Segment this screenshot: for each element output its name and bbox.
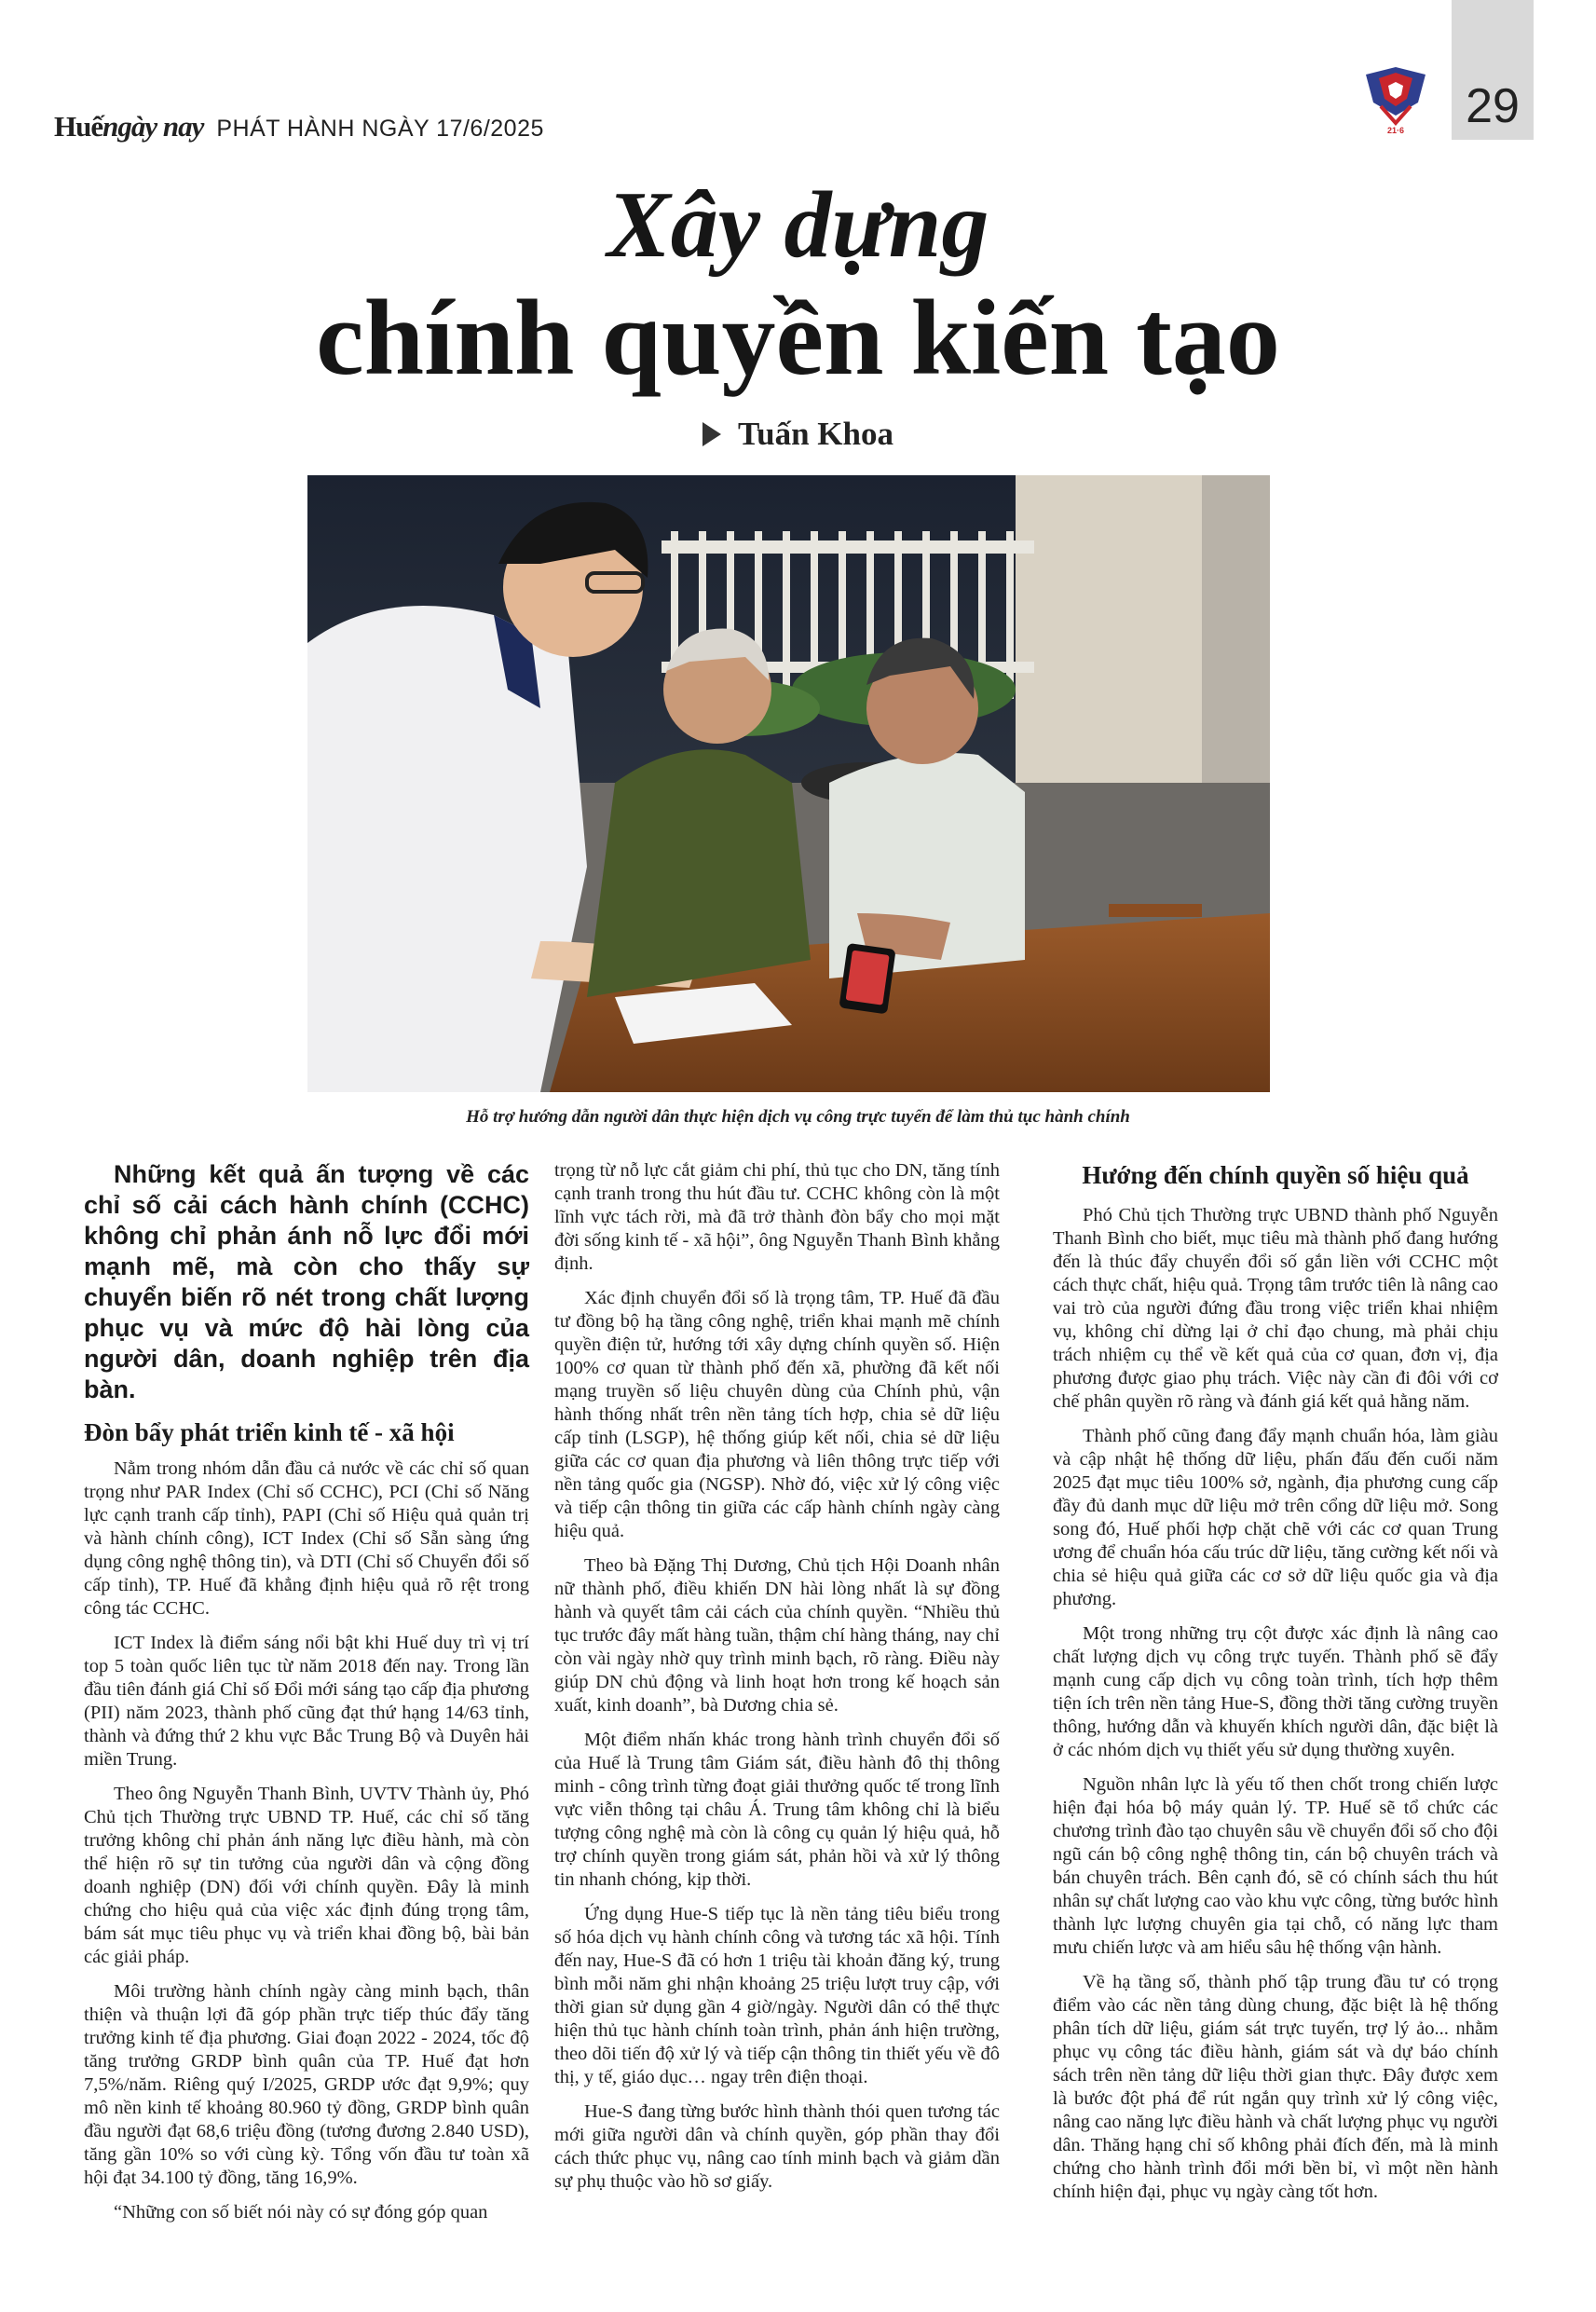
body-paragraph: Ứng dụng Hue-S tiếp tục là nền tảng tiêu biểu trong số hóa dịch vụ hành chính công và tương tác xã hội. Tính đến nay, Hue-S đã có hơn 1 triệu tài khoản đăng ký, trung bình mỗi năm ghi nhận khoảng 25 triệu lượt truy cập, với thời gian sử dụng gần 4 giờ/ngày. Người dân có thể thực hiện thủ tục hành chính toàn trình, phản ánh hiện trường, theo dõi tiến độ xử lý và tiếp cận thông tin thiết yếu về đô thị, y tế, giáo dục… ngay trên điện thoại. bbox=[554, 1904, 1000, 2087]
article-lead: Những kết quả ấn tượng về các chỉ số cải cách hành chính (CCHC) không chỉ phản ánh nỗ lực đổi mới mạnh mẽ, mà còn cho thấy sự chuyển biến rõ nét trong chất lượng phục vụ và mức độ hài lòng của người dân, doanh nghiệp trên địa bàn. bbox=[84, 1160, 529, 1403]
photo-illustration bbox=[307, 475, 1270, 1092]
body-paragraph: Nằm trong nhóm dẫn đầu cả nước về các chỉ số quan trọng như PAR Index (Chỉ số CCHC), PCI (Chỉ số Năng lực cạnh tranh cấp tỉnh), PAPI (Chỉ số Hiệu quả quản trị và hành chính công), ICT Index (Chỉ số Sẵn sàng ứng dụng công nghệ thông tin), và DTI (Chỉ số Chuyển đổi số cấp tỉnh), TP. Huế đã khẳng định hiệu quả rõ rệt trong công tác CCHC. bbox=[84, 1458, 529, 1619]
title-line-2: chính quyền kiến tạo bbox=[316, 279, 1280, 398]
body-paragraph: Xác định chuyển đổi số là trọng tâm, TP. Huế đã đầu tư đồng bộ hạ tầng công nghệ, triển khai mạnh mẽ chính quyền điện tử, hướng tới xây dựng chính quyền số. Hiện 100% cơ quan từ thành phố đến xã, phường đã kết nối mạng truyền số liệu chuyên dùng của Chính phủ, vận hành thống nhất trên nền tảng tích hợp, chia sẻ dữ liệu cấp tỉnh (LSGP), hệ thống giúp kết nối, chia sẻ dữ liệu giữa các cơ quan địa phương và liên thông trực tiếp với nền tảng quốc gia (NGSP). Nhờ đó, việc xử lý công việc và tiếp cận thông tin giữa các cấp hành chính ngày càng hiệu quả. bbox=[554, 1288, 1000, 1541]
body-paragraph: Về hạ tầng số, thành phố tập trung đầu tư có trọng điểm vào các nền tảng dùng chung, đặc biệt là hệ thống phân tích dữ liệu, giám sát trực tuyến, trợ lý ảo... nhằm phục vụ công tác điều hành, giám sát và dự báo chính sách trên nền tảng dữ liệu thời gian thực. Đây được xem là bước đột phá để rút ngắn quy trình xử lý công việc, nâng cao năng lực điều hành và chất lượng phục vụ người dân. Thăng hạng chỉ số không phải đích đến, mà là minh chứng cho hành trình đổi mới bền bỉ, vì một nền hành chính hiện đại, phục vụ ngày càng tốt hơn. bbox=[1053, 1972, 1498, 2202]
masthead bbox=[54, 110, 203, 144]
article-column-3 bbox=[1053, 1159, 1498, 2215]
logo-mark-icon bbox=[1362, 65, 1429, 136]
section-heading-1: Đòn bẩy phát triển kinh tế - xã hội bbox=[84, 1418, 455, 1446]
body-paragraph: Nguồn nhân lực là yếu tố then chốt trong chiến lược hiện đại hóa bộ máy quản lý. TP. Huế sẽ tổ chức các chương trình đào tạo chuyên sâu về chuyển đổi số cho đội ngũ cán bộ công nghệ thông tin, cán bộ chuyên trách và bán chuyên trách. Bên cạnh đó, sẽ có chính sách thu hút nhân sự chất lượng cao vào khu vực công, từng bước hình thành lực lượng chuyên gia tại chỗ, có năng lực tham mưu chiến lược và am hiểu sâu hệ thống vận hành. bbox=[1053, 1774, 1498, 1958]
anniversary-logo bbox=[1362, 65, 1429, 136]
body-paragraph: Một trong những trụ cột được xác định là nâng cao chất lượng dịch vụ công trực tuyến. Thành phố sẽ đẩy mạnh cung cấp dịch vụ công toàn trình, tích hợp thêm tiện ích trên nền tảng Hue-S, đồng thời tăng cường truyền thông, hướng dẫn và khuyến khích người dân, đặc biệt là ở các nhóm dịch vụ thiết yếu sử dụng thường xuyên. bbox=[1053, 1623, 1498, 1760]
masthead-hue: Huế bbox=[54, 110, 103, 143]
body-paragraph: Theo ông Nguyễn Thanh Bình, UVTV Thành ủy, Phó Chủ tịch Thường trực UBND TP. Huế, các chỉ số tăng trưởng không chỉ phản ánh năng lực điều hành, mà còn thể hiện rõ sự tin tưởng của người dân và cộng đồng doanh nghiệp (DN) đối với chính quyền. Đây là minh chứng cho hiệu quả của việc xác định đúng trọng tâm, bám sát mục tiêu phục vụ và triển khai đồng bộ, bài bản các giải pháp. bbox=[84, 1784, 529, 1967]
section-heading-2: Hướng đến chính quyền số hiệu quả bbox=[1082, 1161, 1469, 1189]
author-name: Tuấn Khoa bbox=[737, 416, 893, 452]
body-paragraph: trọng từ nỗ lực cắt giảm chi phí, thủ tục cho DN, tăng tính cạnh tranh trong thu hút đầu tư. CCHC không còn là một lĩnh vực tách rời, mà đã trở thành đòn bẩy cho mọi mặt đời sống kinh tế - xã hội”, ông Nguyễn Thanh Bình khẳng định. bbox=[554, 1160, 1000, 1274]
article-column-1 bbox=[84, 1159, 529, 2236]
article-photo bbox=[307, 475, 1270, 1092]
byline bbox=[0, 416, 1596, 453]
logo-text: 21·6 bbox=[1386, 126, 1405, 135]
masthead-ngaynay: ngày nay bbox=[102, 110, 204, 143]
body-paragraph: Theo bà Đặng Thị Dương, Chủ tịch Hội Doanh nhân nữ thành phố, điều khiến DN hài lòng nhất là sự đồng hành và quyết tâm cải cách của chính quyền. “Nhiều thủ tục trước đây mất hàng tuần, thậm chí hàng tháng, nay chỉ còn vài ngày nhờ quy trình minh bạch, rõ ràng. Điều này giúp DN chủ động và linh hoạt hơn trong kế hoạch sản xuất, kinh doanh”, bà Dương chia sẻ. bbox=[554, 1555, 1000, 1716]
body-paragraph: Hue-S đang từng bước hình thành thói quen tương tác mới giữa người dân và chính quyền, góp phần thay đổi cách thức phục vụ, nâng cao tính minh bạch và giảm dần sự phụ thuộc vào hồ sơ giấy. bbox=[554, 2101, 1000, 2192]
play-triangle-icon bbox=[703, 422, 721, 446]
body-paragraph: Môi trường hành chính ngày càng minh bạch, thân thiện và thuận lợi đã góp phần trực tiếp thúc đẩy tăng trưởng kinh tế địa phương. Giai đoạn 2022 - 2024, tốc độ tăng trưởng GRDP bình quân của TP. Huế đạt hơn 7,5%/năm. Riêng quý I/2025, GRDP ước đạt 9,9%; quy mô nền kinh tế khoảng 80.960 tỷ đồng, GRDP bình quân đầu người đạt 68,6 triệu đồng (tương đương 2.840 USD), tăng gần 10% so với cùng kỳ. Tổng vốn đầu tư toàn xã hội đạt 34.100 tỷ đồng, tăng 16,9%. bbox=[84, 1981, 529, 2188]
body-paragraph: “Những con số biết nói này có sự đóng góp quan bbox=[114, 2202, 488, 2223]
body-paragraph: Thành phố cũng đang đẩy mạnh chuẩn hóa, làm giàu và cập nhật hệ thống dữ liệu, phấn đấu đến cuối năm 2025 đạt mục tiêu 100% sở, ngành, địa phương cung cấp đầy đủ danh mục dữ liệu mở trên cổng dữ liệu mở. Song song đó, Huế phối hợp chặt chẽ với các cơ quan Trung ương để chuẩn hóa cấu trúc dữ liệu, tăng cường kết nối và chia sẻ hiệu quả giữa các cơ sở dữ liệu quốc gia và địa phương. bbox=[1053, 1426, 1498, 1609]
page-header bbox=[54, 110, 544, 147]
article-column-2 bbox=[554, 1159, 1000, 2205]
body-paragraph: ICT Index là điểm sáng nổi bật khi Huế duy trì vị trí top 5 toàn quốc liên tục từ năm 2018 đến nay. Trong lần đầu tiên đánh giá Chỉ số Đổi mới sáng tạo cấp địa phương (PII) năm 2023, thành phố cũng đạt thứ hạng 14/63 tỉnh, thành và đứng thứ 2 khu vực Bắc Trung Bộ và Duyên hải miền Trung. bbox=[84, 1633, 529, 1770]
body-paragraph: Phó Chủ tịch Thường trực UBND thành phố Nguyễn Thanh Bình cho biết, mục tiêu mà thành phố đang hướng đến là thúc đẩy chuyển đổi số gắn liền với CCHC một cách thực chất, hiệu quả. Trọng tâm trước tiên là nâng cao vai trò của người đứng đầu trong việc triển khai nhiệm vụ, không chỉ dừng lại ở chỉ đạo chung, mà phải chịu trách nhiệm cụ thể về kết quả của cơ quan, đơn vị, địa phương được giao phụ trách. Việc này cần đi đôi với cơ chế phân quyền rõ ràng và đánh giá kết quả hằng năm. bbox=[1053, 1205, 1498, 1412]
title-line-1: Xây dựng bbox=[607, 172, 989, 278]
photo-caption: Hỗ trợ hướng dẫn người dân thực hiện dịch vụ công trực tuyến để làm thủ tục hành chính bbox=[466, 1107, 1130, 1127]
issue-date: PHÁT HÀNH NGÀY 17/6/2025 bbox=[216, 116, 544, 142]
body-paragraph: Một điểm nhấn khác trong hành trình chuyển đổi số của Huế là Trung tâm Giám sát, điều hành đô thị thông minh - công trình từng đoạt giải thưởng quốc tế trong lĩnh vực viễn thông tại châu Á. Trung tâm không chỉ là biểu tượng công nghệ mà còn là công cụ quản lý hiệu quả, hỗ trợ chính quyền trong giám sát, phản hồi và xử lý thông tin nhanh chóng, kịp thời. bbox=[554, 1730, 1000, 1890]
page-number: 29 bbox=[1466, 79, 1520, 133]
